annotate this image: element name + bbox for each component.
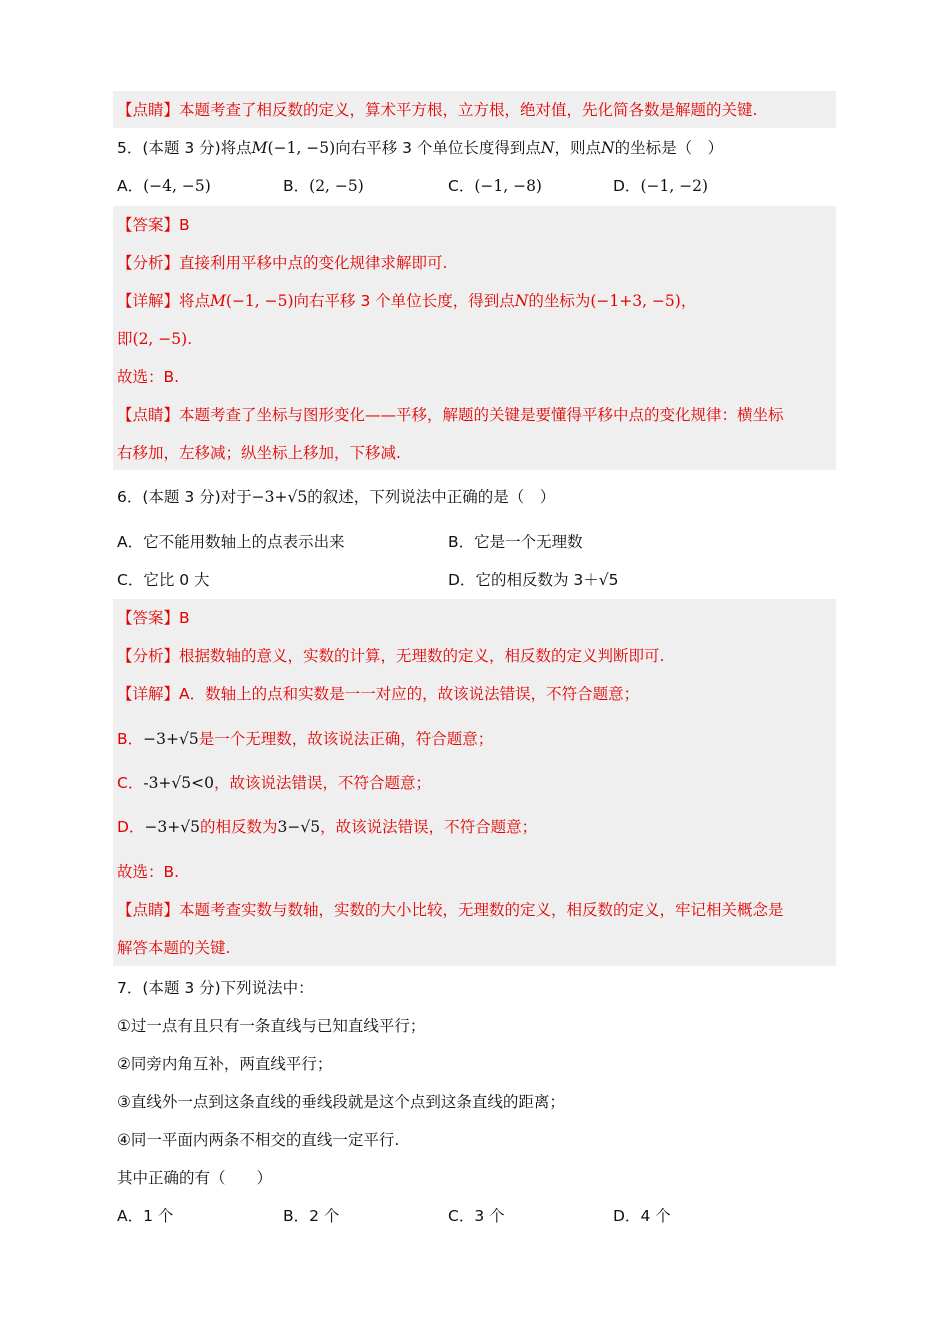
q7-item-3: ③直线外一点到这条直线的垂线段就是这个点到这条直线的距离； (117, 1093, 565, 1111)
q6-choose: 故选：B. (117, 863, 180, 881)
q6-detail-b-text: 是一个无理数，故该说法正确，符合题意； (198, 730, 494, 748)
q5-detail-b: 向右平移 3 个单位长度，得到点 (293, 292, 515, 310)
q6-stem (117, 486, 555, 508)
q6-answer: 【答案】B (117, 609, 190, 627)
q5-detail-d: ， (680, 292, 697, 310)
q5-dianjing-1: 【点睛】本题考查了坐标与图形变化——平移，解题的关键是要懂得平移中点的变化规律：横坐标 (117, 406, 784, 424)
q5-ji-coord: (2, −5) (132, 330, 188, 348)
q6-dianjing-1: 【点睛】本题考查实数与数轴，实数的大小比较，无理数的定义，相反数的定义，牢记相关概念是 (117, 901, 784, 919)
q6-expr: −3+√5 (251, 488, 308, 506)
q6-detail-b-expr: −3+√5 (143, 730, 199, 748)
q5-option-d-label: D． (613, 177, 641, 195)
q6-detail-d-label: D． (117, 818, 145, 836)
q5-option-c (448, 175, 542, 197)
q6-option-a (117, 531, 345, 553)
q5-dianjing-2: 右移加，左移减；纵坐标上移加，下移减. (117, 444, 401, 462)
q6-detail-d-text: ，故该说法错误，不符合题意； (320, 818, 538, 836)
q7-stem: 7．(本题 3 分)下列说法中： (117, 979, 314, 997)
q5-stem (117, 137, 723, 159)
q5-choose: 故选：B. (117, 368, 180, 386)
q6-detail-b-label: B． (117, 730, 144, 748)
q7-item-2: ②同旁内角互补，两直线平行； (117, 1055, 333, 1073)
q7-item-4: ④同一平面内两条不相交的直线一定平行. (117, 1131, 400, 1149)
q6-option-d (448, 569, 618, 591)
q5-stem-c: ，则点 (554, 139, 601, 157)
q7-option-c-value: 3 个 (474, 1207, 505, 1225)
q5-option-a-value: (−4, −5) (143, 177, 211, 195)
q4-dianjing: 【点睛】本题考查了相反数的定义，算术平方根，立方根，绝对值，先化简各数是解题的关键. (117, 101, 758, 119)
q6-detail-c (117, 772, 431, 794)
q5-m-coord: (−1, −5) (267, 139, 336, 157)
q7-option-d-value: 4 个 (640, 1207, 671, 1225)
q5-ji (117, 328, 192, 350)
q5-option-b (283, 175, 364, 197)
q6-stem-a: 6．(本题 3 分)对于 (117, 488, 252, 506)
q6-analysis: 【分析】根据数轴的意义，实数的计算，无理数的定义，相反数的定义判断即可. (117, 647, 665, 665)
q6-option-c-label: C． (117, 571, 144, 589)
q6-option-b-label: B． (448, 533, 475, 551)
q5-point-m: M (251, 139, 268, 157)
q7-option-b (283, 1205, 339, 1227)
q5-point-n-2: N (601, 139, 615, 157)
q7-option-d (613, 1205, 671, 1227)
q5-stem-d: 的坐标是（ ） (614, 139, 724, 157)
q6-detail-c-text: ，故该说法错误，不符合题意； (214, 774, 432, 792)
q7-option-d-label: D． (613, 1207, 641, 1225)
q5-answer: 【答案】B (117, 216, 190, 234)
q6-detail-b (117, 728, 493, 750)
q6-option-d-value: 它的相反数为 3＋√5 (475, 571, 619, 589)
q6-detail-d-expr: −3+√5 (144, 818, 201, 836)
q5-option-d (613, 175, 708, 197)
q6-detail-d-mid: 的相反数为 (200, 818, 278, 836)
q6-option-a-label: A． (117, 533, 144, 551)
q5-stem-a: 5．(本题 3 分)将点 (117, 139, 252, 157)
q6-detail-c-expr: -3+√5<0 (143, 774, 215, 792)
q7-option-a (117, 1205, 173, 1227)
q6-stem-b: 的叙述，下列说法中正确的是（ ） (307, 488, 556, 506)
q5-option-b-label: B． (283, 177, 310, 195)
q5-option-c-value: (−1, −8) (474, 177, 542, 195)
q6-dianjing-2: 解答本题的关键. (117, 939, 231, 957)
q7-option-c-label: C． (448, 1207, 475, 1225)
q6-option-c (117, 569, 210, 591)
q6-option-c-value: 它比 0 大 (143, 571, 210, 589)
q6-option-a-value: 它不能用数轴上的点表示出来 (143, 533, 345, 551)
q5-detail-m-coord: (−1, −5) (225, 292, 294, 310)
q5-ji-label: 即 (117, 330, 133, 348)
q5-detail-c: 的坐标为 (528, 292, 591, 310)
q5-option-a-label: A． (117, 177, 144, 195)
q7-option-b-value: 2 个 (309, 1207, 340, 1225)
q7-option-a-label: A． (117, 1207, 144, 1225)
q6-detail-d (117, 816, 537, 838)
q6-detail-a: 【详解】A．数轴上的点和实数是一一对应的，故该说法错误，不符合题意； (117, 685, 640, 703)
q5-analysis: 【分析】直接利用平移中点的变化规律求解即可. (117, 254, 448, 272)
q5-solution-box (113, 206, 836, 470)
q7-option-c (448, 1205, 505, 1227)
q7-option-a-value: 1 个 (143, 1207, 174, 1225)
q5-option-c-label: C． (448, 177, 475, 195)
q6-detail-d-expr2: 3−√5 (277, 818, 321, 836)
q7-ask: 其中正确的有（ ） (117, 1169, 273, 1187)
q6-option-d-label: D． (448, 571, 476, 589)
q5-ji-end: . (187, 330, 193, 348)
q5-stem-b: 向右平移 3 个单位长度得到点 (335, 139, 541, 157)
q5-option-d-value: (−1, −2) (640, 177, 709, 195)
q5-option-b-value: (2, −5) (309, 177, 364, 195)
q5-detail-point-m: M (210, 292, 226, 310)
q5-detail-a: 【详解】将点 (117, 292, 211, 310)
q6-detail-c-label: C． (117, 774, 144, 792)
q7-item-1: ①过一点有且只有一条直线与已知直线平行； (117, 1017, 426, 1035)
q5-detail-coord: (−1+3, −5) (590, 292, 681, 310)
q5-point-n: N (540, 139, 555, 157)
q7-option-b-label: B． (283, 1207, 310, 1225)
q5-option-a (117, 175, 211, 197)
q5-detail (117, 290, 696, 312)
q6-option-b (448, 531, 583, 553)
q5-detail-point-n: N (514, 292, 529, 310)
q6-option-b-value: 它是一个无理数 (474, 533, 583, 551)
